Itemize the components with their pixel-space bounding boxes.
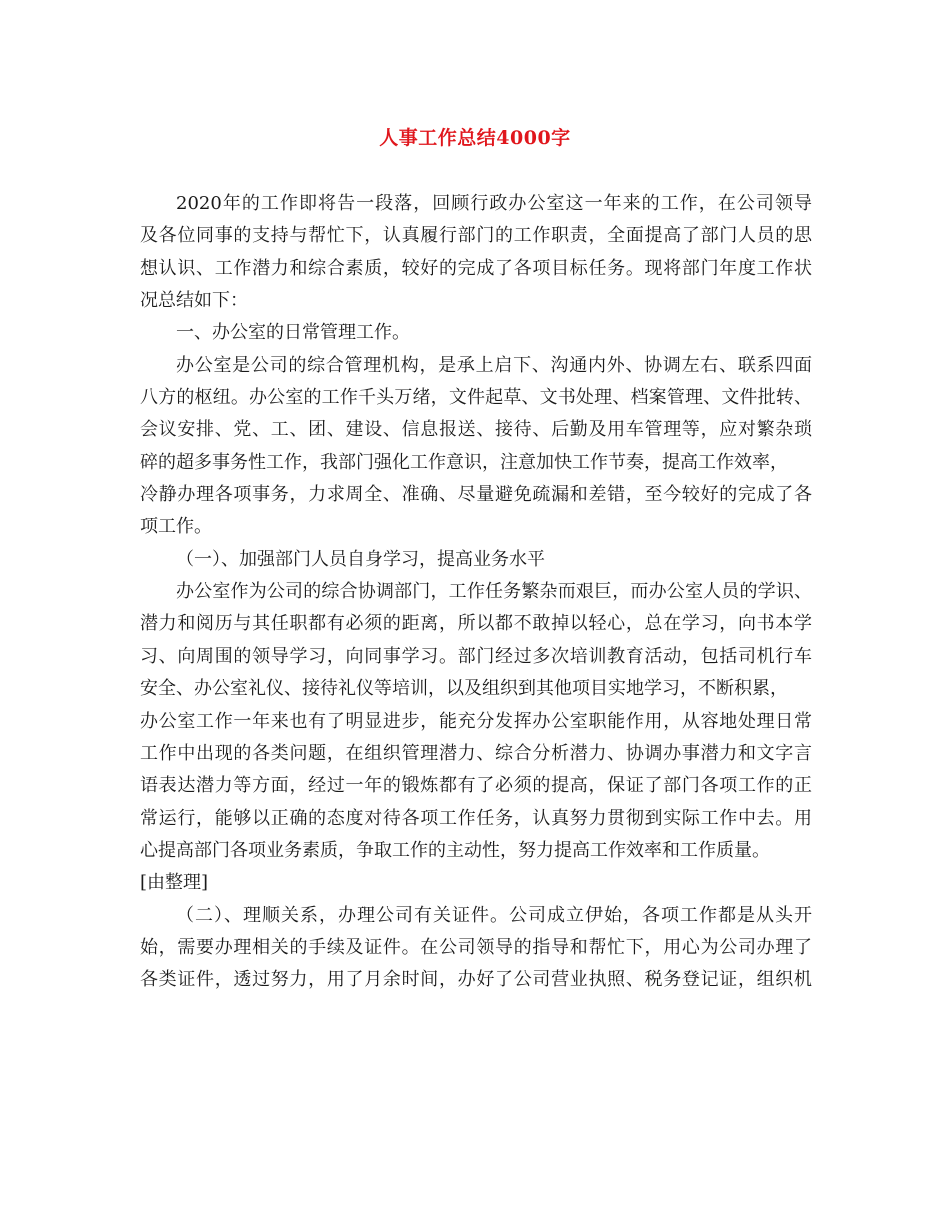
text-line: 办公室作为公司的综合协调部门，工作任务繁杂而艰巨，而办公室人员的学识、 (176, 581, 812, 603)
text-line: 碎的超多事务性工作，我部门强化工作意识，注意加快工作节奏，提高工作效率， (140, 451, 788, 473)
text-line: （一）、加强部门人员自身学习，提高业务水平 (176, 548, 545, 570)
text-line: 想认识、工作潜力和综合素质，较好的完成了各项目标任务。现将部门年度工作状 (140, 257, 812, 279)
text-line: 八方的枢纽。办公室的工作千头万绪，文件起草、文书处理、档案管理、文件批转、 (140, 387, 812, 409)
text-line: 2020年的工作即将告一段落，回顾行政办公室这一年来的工作，在公司领导 (176, 193, 812, 214)
text-line: 心提高部门各项业务素质，争取工作的主动性，努力提高工作效率和工作质量。 (140, 839, 770, 861)
text-line: 况总结如下： (140, 290, 248, 312)
text-line: （二）、理顺关系，办理公司有关证件。公司成立伊始，各项工作都是从头开 (176, 904, 812, 926)
text-line: 项工作。 (140, 516, 212, 538)
text-line: 工作中出现的各类问题，在组织管理潜力、综合分析潜力、协调办事潜力和文字言 (140, 742, 812, 764)
text-line: 办公室是公司的综合管理机构，是承上启下、沟通内外、协调左右、联系四面 (176, 354, 812, 376)
document-body (140, 188, 812, 997)
text-line: 语表达潜力等方面，经过一年的锻炼都有了必须的提高，保证了部门各项工作的正 (140, 775, 812, 797)
text-line: 及各位同事的支持与帮忙下，认真履行部门的工作职责，全面提高了部门人员的思 (140, 225, 812, 247)
text-line: 冷静办理各项事务，力求周全、准确、尽量避免疏漏和差错，至今较好的完成了各 (140, 484, 812, 506)
text-line: 一、办公室的日常管理工作。 (176, 322, 410, 344)
text-line: [由整理] (140, 872, 209, 894)
text-line: 办公室工作一年来也有了明显进步，能充分发挥办公室职能作用，从容地处理日常 (140, 710, 812, 732)
text-line: 会议安排、党、工、团、建设、信息报送、接待、后勤及用车管理等，应对繁杂琐 (140, 419, 812, 441)
text-line: 始，需要办理相关的手续及证件。在公司领导的指导和帮忙下，用心为公司办理了 (140, 936, 812, 958)
text-line: 各类证件，透过努力，用了月余时间，办好了公司营业执照、税务登记证，组织机 (140, 969, 812, 991)
text-line: 常运行，能够以正确的态度对待各项工作任务，认真努力贯彻到实际工作中去。用 (140, 807, 812, 829)
text-line: 潜力和阅历与其任职都有必须的距离，所以都不敢掉以轻心，总在学习，向书本学 (140, 613, 812, 635)
document-title: 人事工作总结4000字 (379, 127, 571, 149)
text-line: 习、向周围的领导学习，向同事学习。部门经过多次培训教育活动，包括司机行车 (140, 645, 812, 667)
text-line: 安全、办公室礼仪、接待礼仪等培训，以及组织到其他项目实地学习，不断积累， (140, 678, 788, 700)
